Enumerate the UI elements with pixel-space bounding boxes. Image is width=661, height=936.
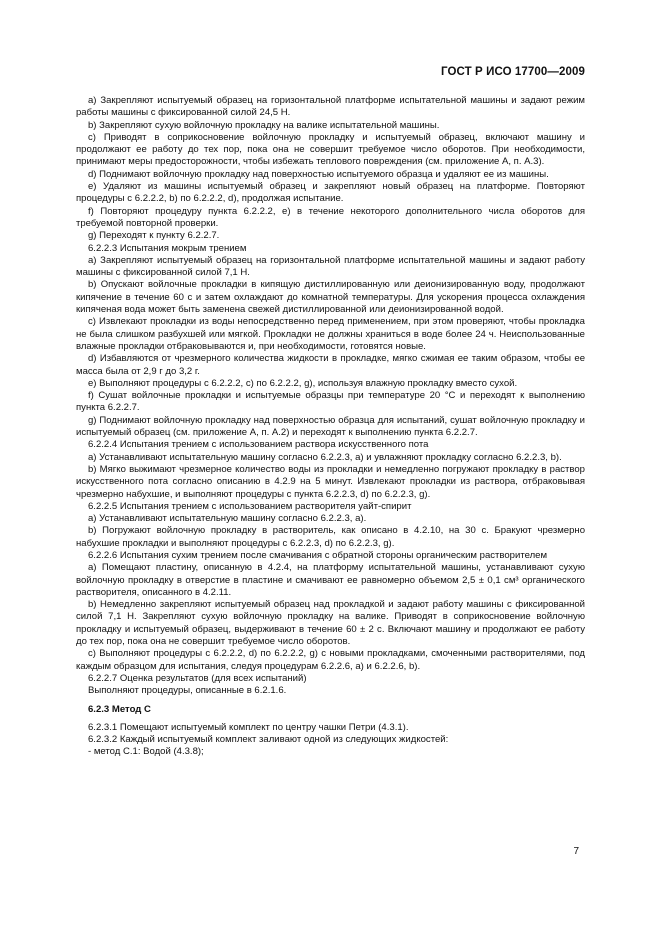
paragraph: c) Извлекают прокладки из воды непосредственно перед применением, при этом проверяют, чтобы прокладка не была слишком разбухшей или мягкой. Прокладки не должны храниться в воде более 24 ч. Неиспользованные влажные прокладки отбраковываются и, при необходимости, готовятся новые.: [76, 316, 585, 352]
paragraph: b) Закрепляют сухую войлочную прокладку на валике испытательной машины.: [88, 119, 440, 131]
subsection-heading: 6.2.2.4 Испытания трением с использованием раствора искусственного пота: [88, 439, 429, 451]
paragraph: 6.2.3.2 Каждый испытуемый комплект заливают одной из следующих жидкостей:: [88, 734, 449, 746]
paragraph: d) Избавляются от чрезмерного количества жидкости в прокладке, мягко сжимая ее таким образом, чтобы ее масса была от 2,9 г до 3,2 г.: [76, 353, 585, 377]
paragraph: c) Выполняют процедуры с 6.2.2.2, d) по 6.2.2.2, g) с новыми прокладками, смоченными растворителями, под каждым образцом для испытания, следуя процедурам 6.2.2.6, а) и 6.2.2.6, b).: [76, 648, 585, 672]
subsection-heading: 6.2.2.3 Испытания мокрым трением: [88, 242, 247, 254]
paragraph: e) Удаляют из машины испытуемый образец и закрепляют новый образец на платформе. Повторяют процедуры с 6.2.2.2, b) по 6.2.2.2, d), продолжая испытание.: [76, 181, 585, 205]
section-heading: 6.2.3 Метод С: [88, 703, 151, 715]
paragraph: b) Мягко выжимают чрезмерное количество воды из прокладки и немедленно погружают прокладку в раствор искусственного пота согласно описанию в 4.2.9 на 5 минут. Извлекают прокладки из раствора, отбраковывая чрезмерно набухшие, и выполняют процедуры с пункта 6.2.2.3, d) по 6.2.2.3, g).: [76, 463, 585, 500]
paragraph: g) Переходят к пункту 6.2.2.7.: [88, 230, 220, 242]
list-item: - метод С.1: Водой (4.3.8);: [88, 746, 204, 758]
paragraph: a) Закрепляют испытуемый образец на горизонтальной платформе испытательной машины и задают режим работы машины с фиксированной силой 24,5 Н.: [76, 95, 585, 119]
paragraph: d) Поднимают войлочную прокладку над поверхностью испытуемого образца и удаляют ее из машины.: [88, 168, 549, 180]
paragraph: e) Выполняют процедуры с 6.2.2.2, с) по 6.2.2.2, g), используя влажную прокладку вместо сухой.: [88, 377, 518, 389]
subsection-heading: 6.2.2.6 Испытания сухим трением после смачивания с обратной стороны органическим растворителем: [88, 549, 548, 561]
paragraph: a) Устанавливают испытательную машину согласно 6.2.2.3, а).: [88, 513, 367, 525]
paragraph: c) Приводят в соприкосновение войлочную прокладку и испытуемый образец, включают машину и продолжают ее работу до тех пор, пока она не совершит требуемое число оборотов. При необходимости, принимают меры предосторожности, чтобы избежать теплового повреждения (см. приложение А, п. А.3).: [76, 131, 585, 168]
paragraph: f) Повторяют процедуру пункта 6.2.2.2, e) в течение некоторого дополнительного числа оборотов для требуемой повторной проверки.: [76, 205, 585, 229]
document-body: [76, 95, 585, 759]
paragraph: a) Устанавливают испытательную машину согласно 6.2.2.3, а) и увлажняют прокладку согласно 6.2.2.3, b).: [88, 451, 562, 463]
subsection-heading: 6.2.2.7 Оценка результатов (для всех испытаний): [88, 672, 307, 684]
page-number: 7: [573, 846, 579, 857]
paragraph: b) Немедленно закрепляют испытуемый образец над прокладкой и задают работу машины с фиксированной силой 7,1 Н. Закрепляют сухую войлочную прокладку на валике. Приводят в соприкосновение войлочную прокладку и испытуемый образец, выдерживают в течение 60 ± 2 с. Включают машину и продолжают ее работу до тех пор, пока она не совершит требуемое число оборотов.: [76, 599, 585, 648]
subsection-heading: 6.2.2.5 Испытания трением с использованием растворителя уайт-спирит: [88, 500, 412, 512]
paragraph: g) Поднимают войлочную прокладку над поверхностью образца для испытаний, сушат войлочную прокладку и испытуемый образец (см. приложение А, п. А.2) и переходят к выполнению пункта 6.2.2.7.: [76, 414, 585, 439]
paragraph: 6.2.3.1 Помещают испытуемый комплект по центру чашки Петри (4.3.1).: [88, 721, 409, 733]
paragraph: b) Опускают войлочные прокладки в кипящую дистиллированную или деионизированную воду, продолжают кипячение в течение 60 с и затем охлаждают до комнатной температуры. Для ускорения процесса охлаждения кипяченая вода может быть заменена свежей дистиллированной или деионизированной водой.: [76, 279, 585, 316]
paragraph: a) Закрепляют испытуемый образец на горизонтальной платформе испытательной машины и задают работу машины с фиксированной силой 7,1 Н.: [76, 254, 585, 279]
paragraph: b) Погружают войлочную прокладку в растворитель, как описано в 4.2.10, на 30 с. Бракуют чрезмерно набухшие прокладки и выполняют процедуры с 6.2.2.3, d) по 6.2.2.3, g).: [76, 525, 585, 549]
paragraph: a) Помещают пластину, описанную в 4.2.4, на платформу испытательной машины, устанавливают сухую войлочную прокладку в отверстие в пластине и смачивают ее равномерно объемом 2,5 ± 0,1 см³ органического растворителя, описанного в 4.2.11.: [76, 562, 585, 598]
paragraph: f) Сушат войлочные прокладки и испытуемые образцы при температуре 20 °С и переходят к выполнению пункта 6.2.2.7.: [76, 390, 585, 414]
document-header: ГОСТ Р ИСО 17700—2009: [440, 66, 585, 78]
paragraph: Выполняют процедуры, описанные в 6.2.1.6.: [88, 685, 287, 697]
